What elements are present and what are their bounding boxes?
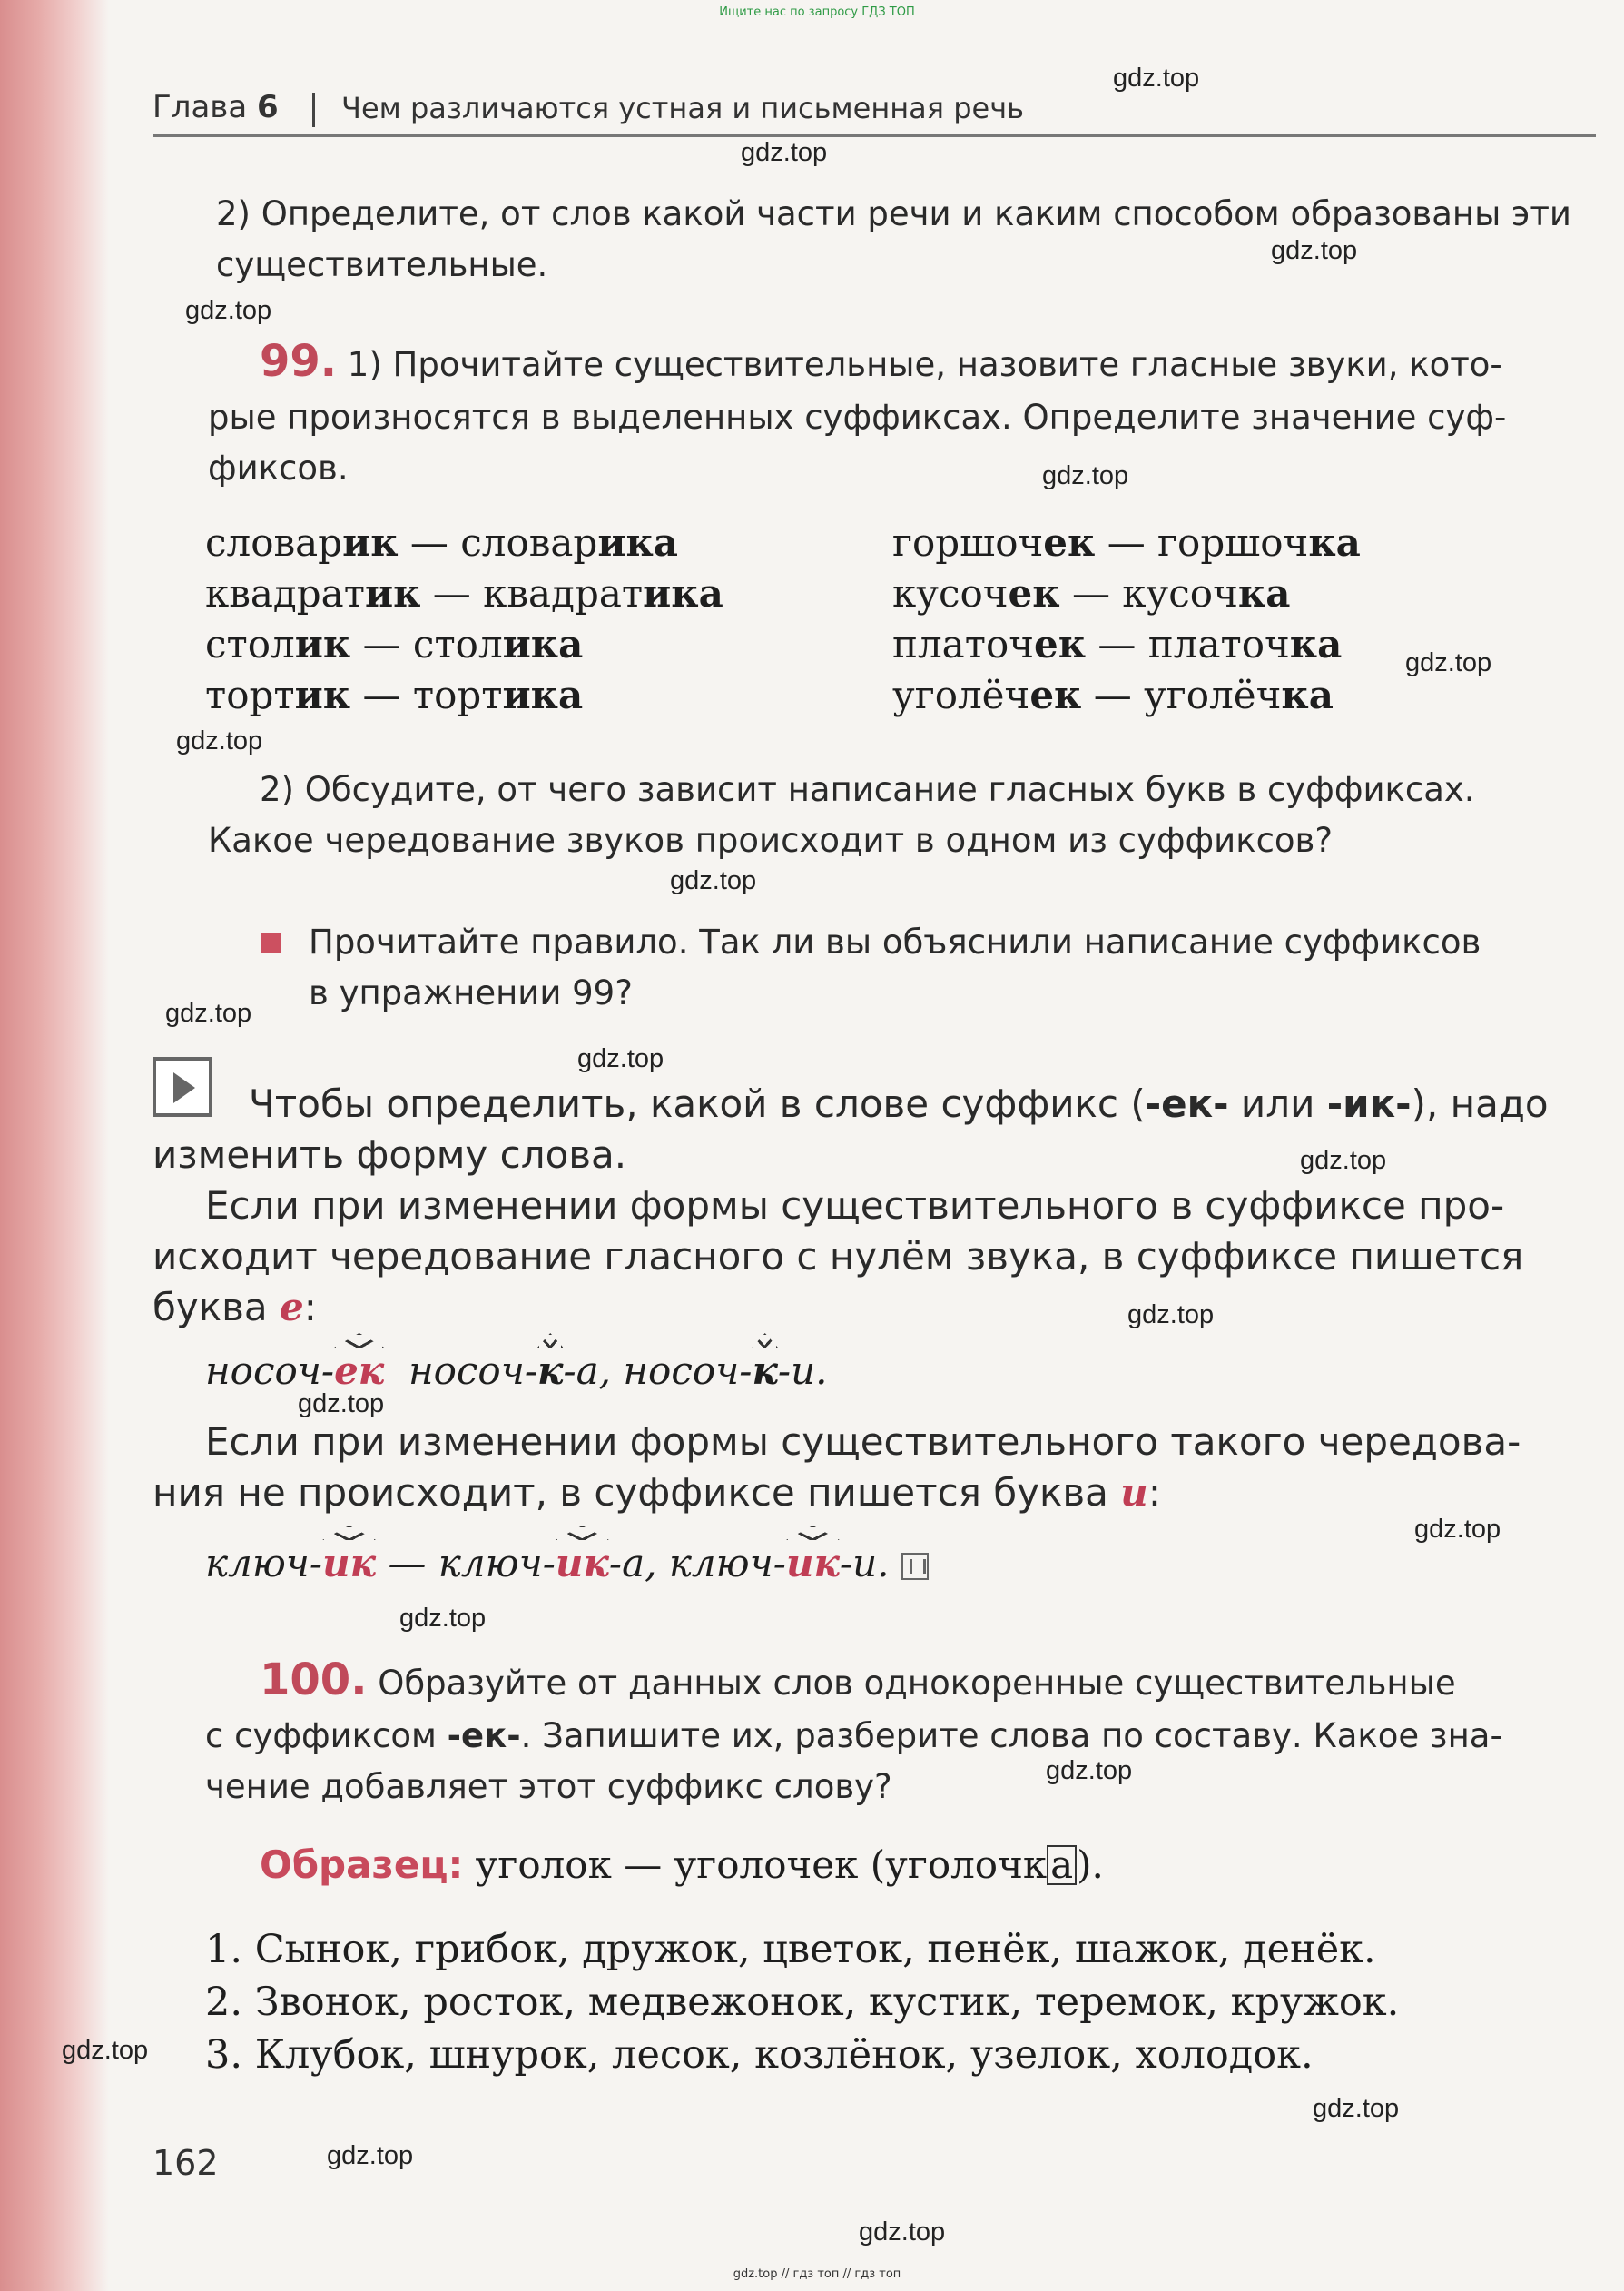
rule-line: Если при изменении формы существительного в суффиксе про- [205,1183,1505,1228]
word-column-left [205,518,723,721]
rule-line: изменить форму слова. [153,1132,627,1177]
list-item: 1. Сынок, грибок, дружок, цветок, пенёк, шажок, денёк. [205,1927,1376,1972]
exercise-number: 99. [260,336,338,387]
rule-line: Если при изменении формы существительного такого чередова- [205,1419,1521,1464]
previous-task: 2) Определите, от слов какой части речи и каким способом образованы эти существительные. [216,194,1571,284]
word-column-right [892,518,1361,721]
word-pair: квадратик — квадратика [205,571,723,616]
watermark: gdz.top [176,726,263,755]
watermark: gdz.top [185,296,272,325]
exercise-100: 100. Образуйте от данных слов однокоренные существительные [260,1654,1456,1705]
exercise-text-line: чение добавляет этот суффикс слову? [205,1767,892,1806]
rule-line: исходит чередование гласного с нулём звука, в суффиксе пишется [153,1234,1524,1279]
watermark: gdz.top [1127,1300,1215,1329]
word-list [205,1923,1399,2081]
watermark: gdz.top [62,2036,149,2065]
rule-prompt-line: в упражнении 99? [309,973,633,1012]
watermark: gdz.top [1405,648,1492,677]
word-pair: горшочек — горшочка [892,520,1361,565]
watermark: gdz.top [741,138,828,167]
bottom-watermark[interactable]: gdz.top // гдз топ // гдз топ [733,2267,901,2281]
rule-play-icon [153,1057,212,1117]
watermark: gdz.top [327,2141,414,2170]
textbook-page [62,0,1605,2291]
watermark: gdz.top [1300,1146,1387,1175]
watermark: gdz.top [577,1044,664,1073]
rule-line: ния не происходит, в суффиксе пишется буква и: [153,1470,1161,1515]
exercise-99: 99. 1) Прочитайте существительные, назовите гласные звуки, кото- [260,336,1502,387]
rule-line: Чтобы определить, какой в слове суффикс (-ек- или -ик-), надо [249,1081,1549,1126]
word-pair: кусочек — кусочка [892,571,1291,616]
chapter-title: Чем различаются устная и письменная речь [341,91,1024,125]
bullet-marker [261,933,281,953]
word-pair: словарик — словарика [205,520,679,565]
header-divider [312,93,315,127]
list-item: 3. Клубок, шнурок, лесок, козлёнок, узелок, холодок. [205,2032,1314,2078]
watermark: gdz.top [399,1604,487,1633]
watermark: gdz.top [1414,1515,1501,1544]
exercise-number: 100. [260,1654,368,1705]
chapter-label: Глава 6 [153,89,279,125]
watermark: gdz.top [670,866,757,895]
exercise-text-line: рые произносятся в выделенных суффиксах. Определите значение суф- [208,398,1507,437]
rule-prompt-line: Прочитайте правило. Так ли вы объяснили написание суффиксов [309,923,1481,962]
watermark: gdz.top [859,2217,946,2247]
pause-icon [901,1553,929,1580]
list-item: 2. Звонок, росток, медвежонок, кустик, теремок, кружок. [205,1980,1400,2025]
watermark: gdz.top [1113,64,1200,93]
watermark: gdz.top [1046,1756,1133,1785]
watermark: gdz.top [298,1389,385,1418]
word-pair: платочек — платочка [892,622,1343,667]
exercise-text-line: 2) Обсудите, от чего зависит написание гласных букв в суффиксах. [260,770,1475,809]
rule-example-2: ключ-ик — ключ-ик-а, ключ-ик-и. [205,1538,929,1589]
word-pair: столик — столика [205,622,584,667]
watermark: gdz.top [1042,461,1129,490]
exercise-text-line: с суффиксом -ек-. Запишите их, разберите слова по составу. Какое зна- [205,1716,1502,1755]
top-watermark[interactable]: Ищите нас по запросу ГДЗ ТОП [719,5,915,19]
chapter-header [153,89,1596,137]
sample-line: Образец: уголок — уголочек (уголочка). [260,1842,1104,1887]
word-pair: уголёчек — уголёчка [892,673,1334,717]
page-edge-shadow [0,0,109,2291]
watermark: gdz.top [1271,236,1358,265]
rule-line: буква е: [153,1285,317,1329]
exercise-text-line: Какое чередование звуков происходит в одном из суффиксов? [208,821,1333,860]
exercise-text-line: фиксов. [208,449,349,488]
ending-box: а [1047,1845,1077,1885]
watermark: gdz.top [1313,2094,1400,2123]
word-pair: тортик — тортика [205,673,584,717]
rule-example-1: носоч-ек носоч-к-а, носоч-к-и. [205,1346,828,1397]
page-number: 162 [153,2143,219,2183]
watermark: gdz.top [165,999,252,1028]
